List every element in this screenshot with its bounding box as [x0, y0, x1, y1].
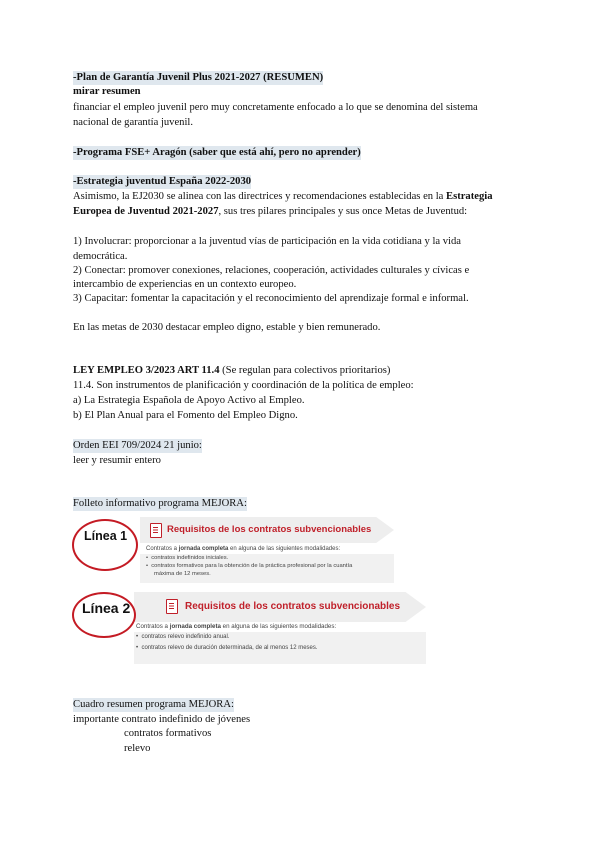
- linea-2-label: Línea 2: [82, 600, 131, 616]
- ley-item-b: b) El Plan Anual para el Fomento del Empleo Digno.: [73, 410, 298, 421]
- estrategia-title: -Estrategia juventud España 2022-2030: [73, 176, 252, 187]
- ley-item-a: a) La Estrategia Española de Apoyo Activo al Empleo.: [73, 395, 305, 406]
- linea-1-intro-b: jornada completa: [178, 546, 229, 552]
- linea-2-intro-a: Contratos a: [136, 623, 170, 630]
- linea-1-intro-a: Contratos a: [146, 546, 179, 552]
- linea-1-bullet-2: • contratos formativos para la obtención de la práctica profesional por la cuantía: [146, 563, 353, 569]
- pillar-1-line-2: democrática.: [73, 251, 128, 262]
- estrategia-intro-d: , sus tres pilares principales y sus once Metas de Juventud:: [218, 206, 468, 217]
- cuadro-line-1: importante contrato indefinido de jóvenes: [73, 714, 251, 725]
- estrategia-intro-b: Estrategia: [446, 191, 493, 202]
- linea-1-bullet-3: máxima de 12 meses.: [154, 571, 211, 577]
- plan-text-line-1: financiar el empleo juvenil pero muy concretamente enfocado a lo que se denomina del sistema: [73, 102, 478, 113]
- linea-1-bullet-2-text: contratos formativos para la obtención de la práctica profesional por la cuantía: [151, 563, 353, 569]
- linea-1-bullet-1-text: contratos indefinidos iniciales.: [151, 555, 229, 561]
- plan-title: -Plan de Garantía Juvenil Plus 2021-2027 (RESUMEN): [73, 72, 324, 83]
- linea-2-bullet-1-text: contratos relevo indefinido anual.: [141, 634, 230, 640]
- estrategia-intro-a: Asimismo, la EJ2030 se alinea con las directrices y recomendaciones establecidas en la: [73, 191, 447, 202]
- plan-note: mirar resumen: [73, 86, 141, 97]
- pillar-1-line-1: 1) Involucrar: proporcionar a la juventud vías de participación en la vida cotidiana y la vida: [73, 236, 461, 247]
- linea-2-intro: [136, 623, 336, 630]
- linea-1-banner-title: Requisitos de los contratos subvencionables: [167, 524, 372, 535]
- linea-2-bullet-2: • contratos relevo de duración determinada, de al menos 12 meses.: [136, 645, 318, 651]
- linea-1-label: Línea 1: [84, 529, 128, 543]
- estrategia-intro-c: Europea de Juventud 2021-2027: [73, 206, 219, 217]
- ley-note: (Se regulan para colectivos prioritarios): [219, 365, 391, 376]
- document-icon: [150, 523, 162, 538]
- plan-text-line-2: nacional de garantía juvenil.: [73, 117, 194, 128]
- ley-title-line: [73, 364, 390, 378]
- ley-text: 11.4. Son instrumentos de planificación y coordinación de la política de empleo:: [73, 380, 414, 391]
- pillar-2-line-2: intercambio de experiencias en un contexto europeo.: [73, 279, 297, 290]
- fse-title: -Programa FSE+ Aragón (saber que está ahí, pero no aprender): [73, 147, 361, 158]
- orden-title: Orden EEI 709/2024 21 junio:: [73, 440, 202, 451]
- estrategia-intro-line-2: [73, 205, 467, 219]
- linea-1-intro-c: en alguna de las siguientes modalidades:: [228, 546, 341, 552]
- document-icon: [166, 599, 178, 614]
- folleto-title: Folleto informativo programa MEJORA:: [73, 498, 247, 509]
- linea-2-bullet-1: • contratos relevo indefinido anual.: [136, 634, 230, 640]
- linea-2-intro-b: jornada completa: [169, 623, 221, 630]
- linea-1-image: [70, 513, 394, 583]
- linea-2-bullet-2-text: contratos relevo de duración determinada, de al menos 12 meses.: [141, 645, 318, 651]
- cuadro-line-3: relevo: [124, 743, 151, 754]
- cuadro-line-2: contratos formativos: [124, 728, 212, 739]
- ley-title: LEY EMPLEO 3/2023 ART 11.4: [73, 365, 220, 376]
- cuadro-title: Cuadro resumen programa MEJORA:: [73, 699, 234, 710]
- orden-note: leer y resumir entero: [73, 455, 161, 466]
- linea-1-oval: [72, 519, 138, 571]
- pillar-3: 3) Capacitar: fomentar la capacitación y el reconocimiento del aprendizaje formal e informal.: [73, 293, 469, 304]
- linea-2-image: [70, 588, 426, 664]
- pillar-2-line-1: 2) Conectar: promover conexiones, relaciones, cooperación, actividades culturales y cívicas e: [73, 265, 470, 276]
- linea-2-intro-c: en alguna de las siguientes modalidades:: [220, 623, 337, 630]
- estrategia-intro-line-1: [73, 190, 493, 204]
- linea-2-banner-title: Requisitos de los contratos subvencionables: [185, 601, 401, 612]
- linea-1-bullet-1: • contratos indefinidos iniciales.: [146, 555, 229, 561]
- metas-text: En las metas de 2030 destacar empleo digno, estable y bien remunerado.: [73, 322, 381, 333]
- linea-1-intro: [146, 546, 340, 552]
